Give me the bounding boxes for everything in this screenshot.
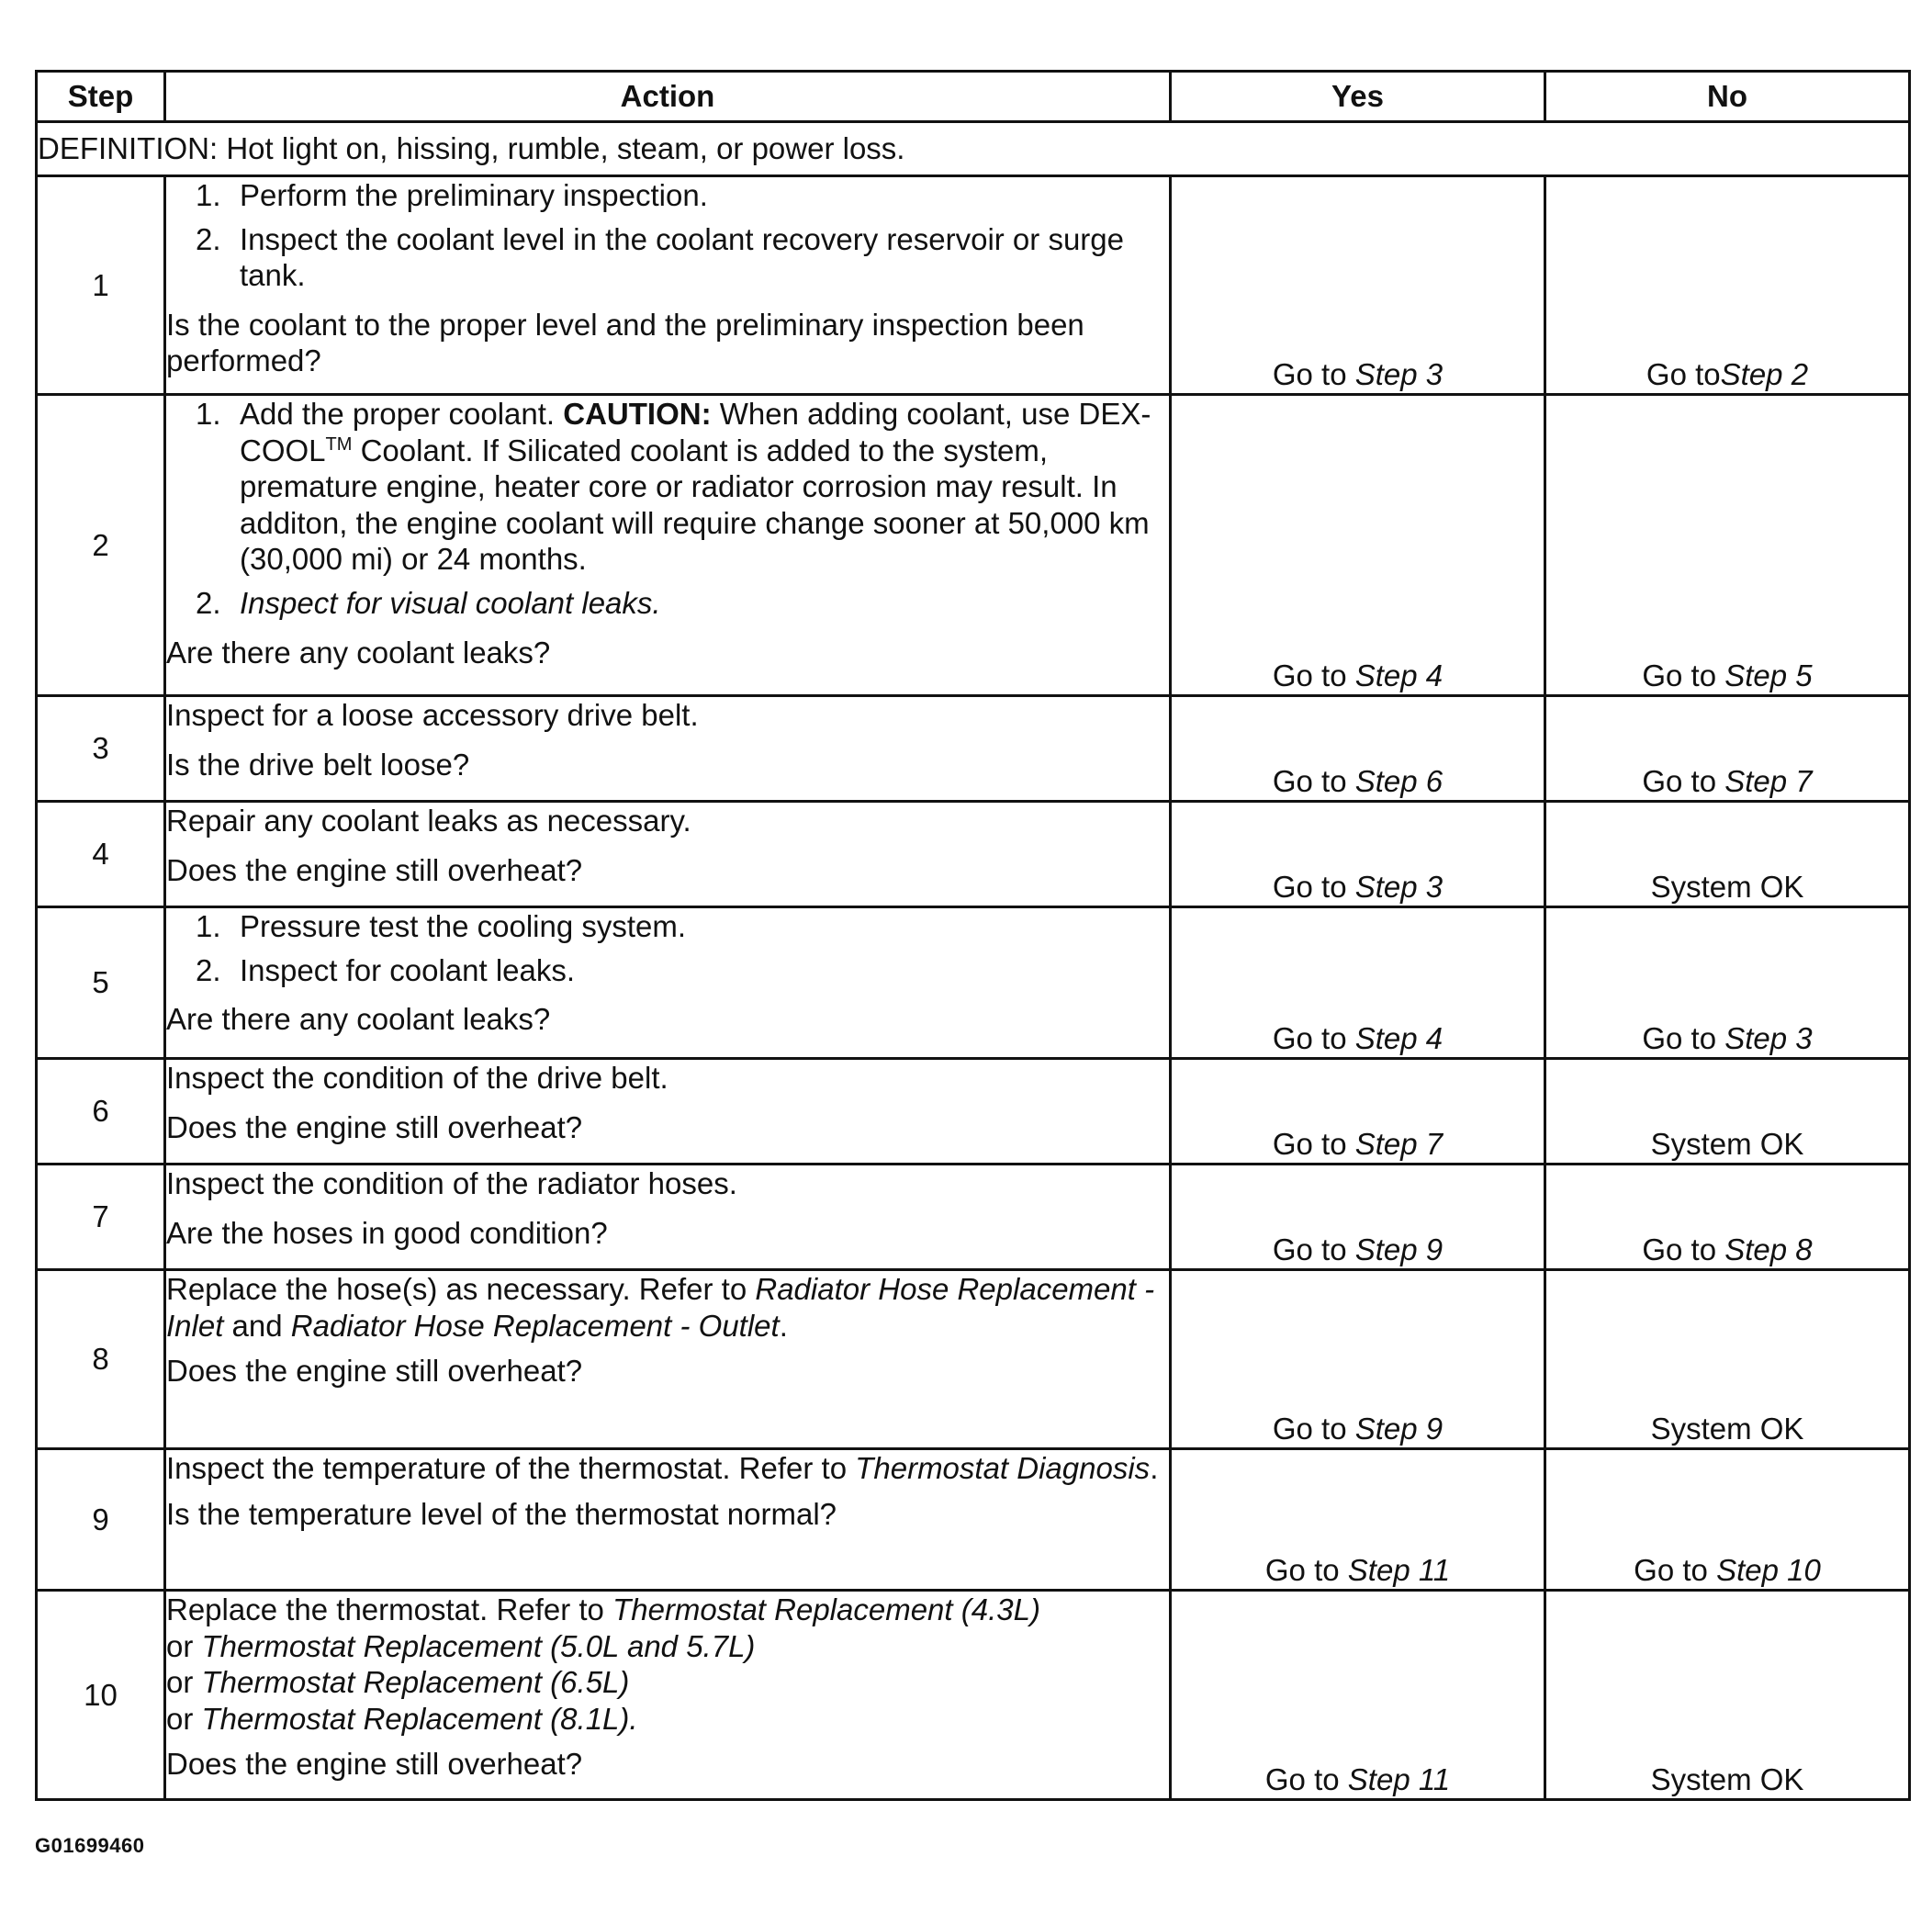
step-number: 1 xyxy=(37,176,165,395)
reference-link: Thermostat Replacement (8.1L) xyxy=(201,1701,630,1736)
table-row xyxy=(37,395,1910,696)
question-text: Is the drive belt loose? xyxy=(166,747,470,782)
question-text: Are there any coolant leaks? xyxy=(166,635,551,670)
no-cell: Go to Step 7 xyxy=(1545,696,1910,802)
action-cell xyxy=(165,907,1171,1059)
table-row xyxy=(37,176,1910,395)
list-item: 2. Inspect for coolant leaks. xyxy=(196,952,576,987)
step-link: Step 9 xyxy=(1354,1412,1443,1446)
table-row xyxy=(37,1449,1910,1591)
question-text: Is the temperature level of the thermostat normal? xyxy=(166,1496,837,1531)
header-no: No xyxy=(1545,72,1910,122)
yes-cell: Go to Step 3 xyxy=(1171,802,1545,907)
step-number: 7 xyxy=(37,1165,165,1270)
table-row xyxy=(37,1059,1910,1165)
action-cell xyxy=(165,176,1171,395)
reference-link: Thermostat Replacement (6.5L) xyxy=(201,1665,630,1700)
reference-link: Thermostat Diagnosis xyxy=(855,1451,1151,1485)
step-number: 5 xyxy=(37,907,165,1059)
step-number: 8 xyxy=(37,1270,165,1449)
yes-cell: Go to Step 6 xyxy=(1171,696,1545,802)
reference-link: Thermostat Replacement (4.3L) xyxy=(612,1592,1040,1626)
trademark-mark: TM xyxy=(325,433,353,455)
action-cell xyxy=(165,1165,1171,1270)
no-cell: Go to Step 10 xyxy=(1545,1449,1910,1591)
caution-label: CAUTION: xyxy=(563,397,712,431)
diagnostic-table xyxy=(35,70,1911,1801)
step-link: Step 3 xyxy=(1354,870,1443,905)
list-item: 2. Inspect for visual coolant leaks. xyxy=(196,585,661,620)
action-cell xyxy=(165,1591,1171,1800)
reference-link: Thermostat Replacement (5.0L and 5.7L) xyxy=(201,1628,756,1663)
no-cell: Go to Step 5 xyxy=(1545,395,1910,696)
question-text: Does the engine still overheat? xyxy=(166,852,583,887)
yes-cell: Go to Step 9 xyxy=(1171,1270,1545,1449)
question-text: Are there any coolant leaks? xyxy=(166,1002,551,1037)
instruction-text: Inspect the condition of the radiator hoses. xyxy=(166,1166,737,1200)
question-text: Does the engine still overheat? xyxy=(166,1354,583,1389)
action-cell xyxy=(165,1059,1171,1165)
step-link: Step 10 xyxy=(1716,1553,1821,1588)
list-item: 1. Add the proper coolant. CAUTION: When adding coolant, use DEX-COOL™ Coolant. If Silicated coolant is added to the system, premature engine, heater core or radiator corrosion may result. In additon, the engine coolant will require change sooner at 50,000 km (30,000 mi) or 24 months. xyxy=(196,397,1151,577)
reference-link: Radiator Hose Replacement - Inlet xyxy=(166,1272,1155,1343)
table-row xyxy=(37,907,1910,1059)
no-cell: System OK xyxy=(1545,1059,1910,1165)
question-text: Does the engine still overheat? xyxy=(166,1747,583,1782)
definition-text: DEFINITION: Hot light on, hissing, rumble, steam, or power loss. xyxy=(37,122,1910,176)
step-link: Step 4 xyxy=(1354,1021,1443,1056)
yes-cell: Go to Step 9 xyxy=(1171,1165,1545,1270)
no-cell: System OK xyxy=(1545,802,1910,907)
action-cell xyxy=(165,696,1171,802)
header-yes: Yes xyxy=(1171,72,1545,122)
header-step: Step xyxy=(37,72,165,122)
no-cell: Go to Step 3 xyxy=(1545,907,1910,1059)
instruction-text: Inspect for a loose accessory drive belt. xyxy=(166,698,699,732)
step-link: Step 5 xyxy=(1724,658,1813,693)
step-link: Step 11 xyxy=(1347,1762,1451,1797)
step-number: 9 xyxy=(37,1449,165,1591)
question-text: Is the coolant to the proper level and the preliminary inspection been performed? xyxy=(166,307,1084,378)
question-text: Does the engine still overheat? xyxy=(166,1109,583,1144)
yes-cell: Go to Step 4 xyxy=(1171,395,1545,696)
no-cell: Go toStep 2 xyxy=(1545,176,1910,395)
table-row xyxy=(37,1165,1910,1270)
step-link: Step 8 xyxy=(1724,1232,1813,1267)
definition-row xyxy=(37,122,1910,176)
action-cell xyxy=(165,1449,1171,1591)
list-item: 1. Pressure test the cooling system. xyxy=(196,909,687,943)
question-text: Are the hoses in good condition? xyxy=(166,1215,608,1250)
step-link: Step 4 xyxy=(1354,658,1443,693)
step-number: 6 xyxy=(37,1059,165,1165)
instruction-text: Inspect the condition of the drive belt. xyxy=(166,1061,668,1095)
header-action: Action xyxy=(165,72,1171,122)
list-item: 1. Perform the preliminary inspection. xyxy=(196,178,708,212)
reference-link: Radiator Hose Replacement - Outlet xyxy=(290,1308,780,1343)
no-cell: System OK xyxy=(1545,1591,1910,1800)
instruction-text: Repair any coolant leaks as necessary. xyxy=(166,804,691,838)
step-link: Step 6 xyxy=(1354,764,1443,799)
step-link: Step 7 xyxy=(1354,1127,1443,1162)
yes-cell: Go to Step 3 xyxy=(1171,176,1545,395)
figure-id: G01699460 xyxy=(35,1834,145,1857)
step-number: 3 xyxy=(37,696,165,802)
table-row xyxy=(37,1270,1910,1449)
step-link: Step 3 xyxy=(1354,357,1443,392)
yes-cell: Go to Step 11 xyxy=(1171,1449,1545,1591)
action-cell xyxy=(165,802,1171,907)
header-row xyxy=(37,72,1910,122)
step-link: Step 3 xyxy=(1724,1021,1813,1056)
no-cell: System OK xyxy=(1545,1270,1910,1449)
yes-cell: Go to Step 11 xyxy=(1171,1591,1545,1800)
step-link: Step 11 xyxy=(1347,1553,1451,1588)
instruction-text: Replace the thermostat. Refer to Thermostat Replacement (4.3L) or Thermostat Replacement (5.0L and 5.7L) or Thermostat Replacement (6.5L) or Thermostat Replacement (8.1L). xyxy=(166,1592,1040,1736)
yes-cell: Go to Step 7 xyxy=(1171,1059,1545,1165)
step-link: Step 2 xyxy=(1720,357,1809,392)
yes-cell: Go to Step 4 xyxy=(1171,907,1545,1059)
action-cell xyxy=(165,395,1171,696)
table-row xyxy=(37,696,1910,802)
instruction-text: Replace the hose(s) as necessary. Refer to Radiator Hose Replacement - Inlet and Radiator Hose Replacement - Outlet. xyxy=(166,1272,1155,1343)
table-row xyxy=(37,1591,1910,1800)
step-link: Step 7 xyxy=(1724,764,1813,799)
no-cell: Go to Step 8 xyxy=(1545,1165,1910,1270)
instruction-text: Inspect the temperature of the thermostat. Refer to Thermostat Diagnosis. xyxy=(166,1451,1159,1485)
step-number: 10 xyxy=(37,1591,165,1800)
list-item: 2. Inspect the coolant level in the coolant recovery reservoir or surge tank. xyxy=(196,221,1124,293)
step-link: Step 9 xyxy=(1354,1232,1443,1267)
action-cell xyxy=(165,1270,1171,1449)
step-number: 4 xyxy=(37,802,165,907)
table-row xyxy=(37,802,1910,907)
step-number: 2 xyxy=(37,395,165,696)
